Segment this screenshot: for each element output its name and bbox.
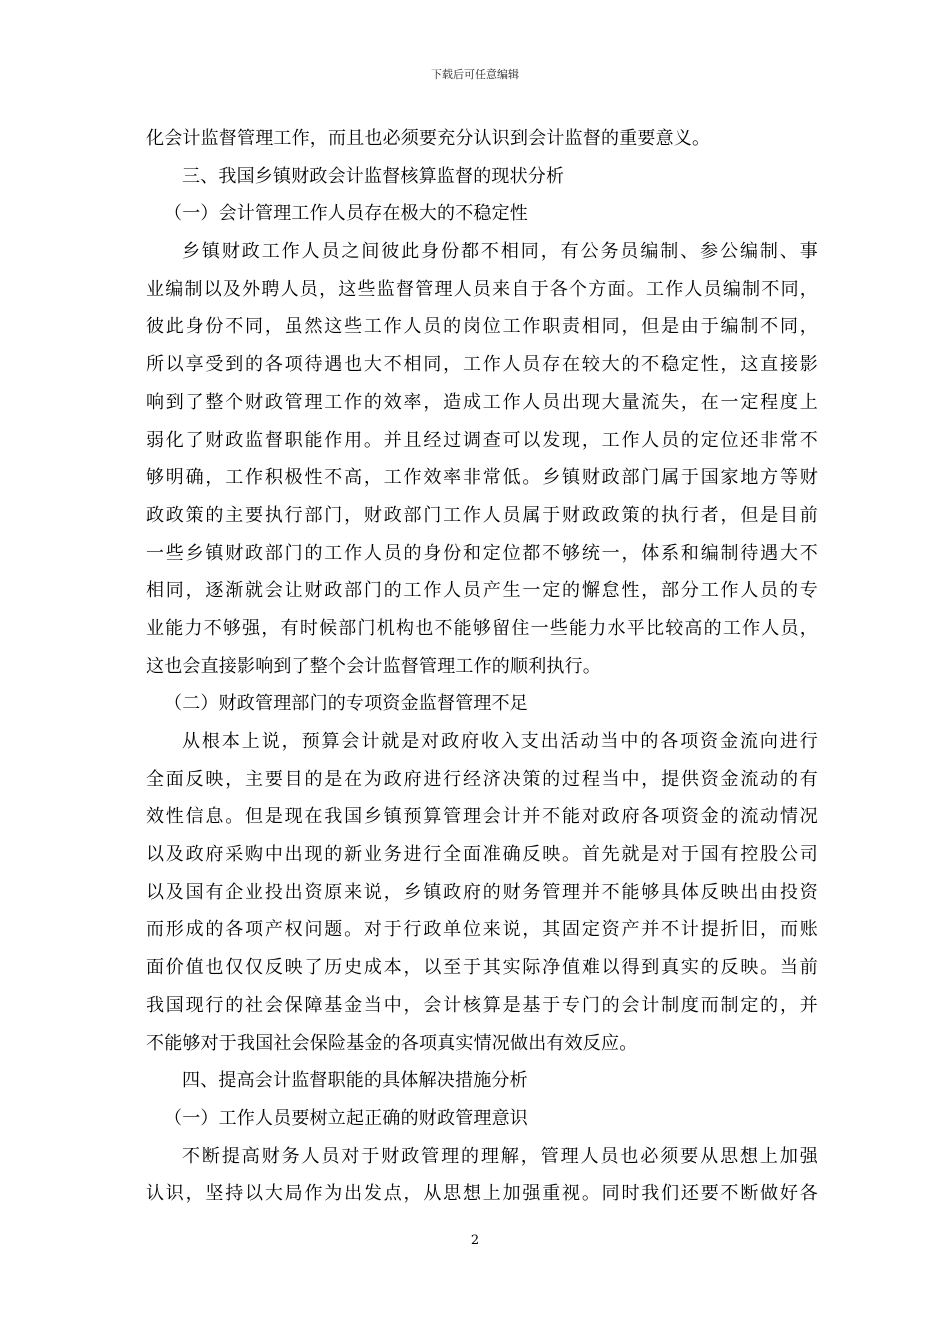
text-line: 彼此身份不同，虽然这些工作人员的岗位工作职责相同，但是由于编制不同， (146, 316, 818, 338)
text-line: 弱化了财政监督职能作用。并且经过调查可以发现，工作人员的定位还非常不 (146, 429, 818, 451)
text-line: 不断提高财务人员对于财政管理的理解，管理人员也必须要从思想上加强 (182, 1145, 818, 1167)
text-line: （一）工作人员要树立起正确的财政管理意识 (164, 1107, 528, 1129)
text-line: 以及国有企业投出资原来说，乡镇政府的财务管理并不能够具体反映出由投资 (146, 881, 818, 903)
text-line: 乡镇财政工作人员之间彼此身份都不相同，有公务员编制、参公编制、事 (182, 241, 818, 263)
text-line: 够明确，工作积极性不高，工作效率非常低。乡镇财政部门属于国家地方等财 (146, 467, 818, 489)
text-line: （一）会计管理工作人员存在极大的不稳定性 (164, 203, 528, 225)
text-line: 效性信息。但是现在我国乡镇预算管理会计并不能对政府各项资金的流动情况 (146, 806, 818, 828)
text-line: 认识，坚持以大局作为出发点，从思想上加强重视。同时我们还要不断做好各 (146, 1183, 818, 1205)
text-line: 业能力不够强，有时候部门机构也不能够留住一些能力水平比较高的工作人员， (146, 617, 818, 639)
text-line: 以及政府采购中出现的新业务进行全面准确反映。首先就是对于国有控股公司 (146, 844, 818, 866)
text-line: 业编制以及外聘人员，这些监督管理人员来自于各个方面。工作人员编制不同， (146, 278, 818, 300)
text-line: 全面反映，主要目的是在为政府进行经济决策的过程当中，提供资金流动的有 (146, 768, 818, 790)
text-line: 相同，逐渐就会让财政部门的工作人员产生一定的懈怠性，部分工作人员的专 (146, 580, 818, 602)
text-line: 化会计监督管理工作，而且也必须要充分认识到会计监督的重要意义。 (146, 128, 711, 149)
page-header: 下载后可任意编辑 (431, 68, 519, 81)
text-line: 我国现行的社会保障基金当中，会计核算是基于专门的会计制度而制定的，并 (146, 994, 818, 1016)
text-line: 所以享受到的各项待遇也大不相同，工作人员存在较大的不稳定性，这直接影 (146, 354, 818, 376)
text-line: 面价值也仅仅反映了历史成本，以至于其实际净值难以得到真实的反映。当前 (146, 957, 818, 979)
text-line: 政政策的主要执行部门，财政部门工作人员属于财政政策的执行者，但是目前 (146, 504, 818, 526)
page-number: 2 (470, 1233, 480, 1248)
text-line: 四、提高会计监督职能的具体解决措施分析 (182, 1070, 528, 1092)
text-line: 响到了整个财政管理工作的效率，造成工作人员出现大量流失，在一定程度上 (146, 391, 818, 413)
text-line: 一些乡镇财政部门的工作人员的身份和定位都不够统一，体系和编制待遇大不 (146, 542, 818, 564)
text-line: 从根本上说，预算会计就是对政府收入支出活动当中的各项资金流向进行 (182, 731, 818, 752)
text-line: （二）财政管理部门的专项资金监督管理不足 (164, 693, 528, 715)
text-line: 不能够对于我国社会保险基金的各项真实情况做出有效反应。 (146, 1032, 638, 1054)
document-body (146, 120, 818, 1213)
text-line: 三、我国乡镇财政会计监督核算监督的现状分析 (182, 165, 565, 187)
text-line: 这也会直接影响到了整个会计监督管理工作的顺利执行。 (146, 655, 601, 677)
text-line: 而形成的各项产权问题。对于行政单位来说，其固定资产并不计提折旧，而账 (146, 919, 818, 941)
